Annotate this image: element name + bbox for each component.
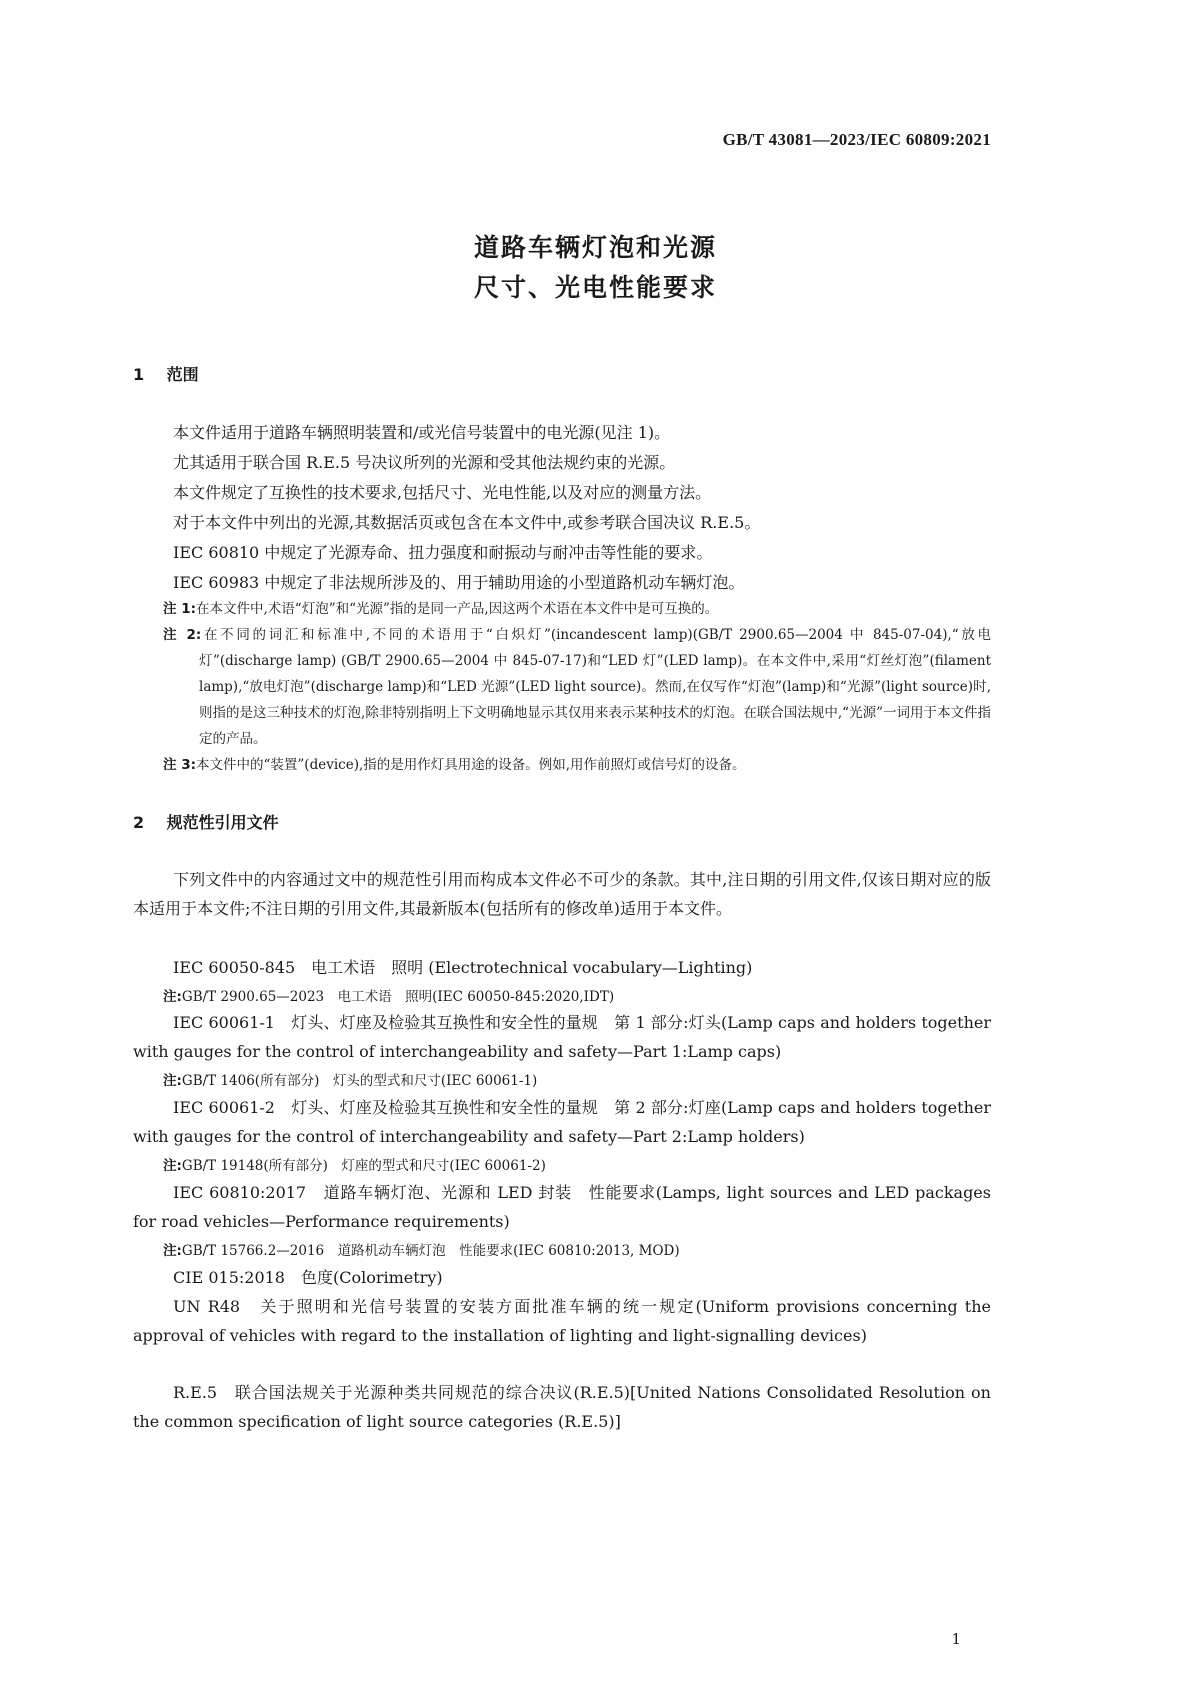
reference-2: IEC 60061-1 灯头、灯座及检验其互换性和安全性的量规 第 1 部分:灯头(Lamp caps and holders together with gauges for the control of interchangeability and safety—Part 1:Lamp caps) [133, 1013, 991, 1061]
reference-6: UN R48 关于照明和光信号装置的安装方面批准车辆的统一规定(Uniform provisions concerning the approval of vehicles with regard to the installation of lighting and light-signalling devices) [133, 1297, 991, 1345]
reference-4: IEC 60810:2017 道路车辆灯泡、光源和 LED 封装 性能要求(Lamps, light sources and LED packages for road vehicles—Performance requirements) [133, 1183, 991, 1231]
note-text: 在不同的词汇和标准中,不同的术语用于“白炽灯”(incandescent lamp)(GB/T 2900.65—2004 中 845-07-04),“放电灯”(discharge lamp) (GB/T 2900.65—2004 中 845-07-17)和“LED 灯”(LED lamp)。在本文件中,采用“灯丝灯泡”(filament lamp),“放电灯泡”(discharge lamp)和“LED 光源”(LED light source)。然而,在仅写作“灯泡”(lamp)和“光源”(light source)时,则指的是这三种技术的灯泡,除非特别指明上下文明确地显示其仅用来表示某种技术的灯泡。在联合国法规中,“光源”一词用于本文件指定的产品。 [199, 627, 992, 747]
note-text: GB/T 19148(所有部分) 灯座的型式和尺寸(IEC 60061-2) [181, 1158, 546, 1174]
note-label: 注: [163, 989, 182, 1005]
section-2-heading [133, 810, 279, 833]
note-text: GB/T 2900.65—2023 电工术语 照明(IEC 60050-845:2020,IDT) [181, 989, 615, 1005]
document-title-line1: 道路车辆灯泡和光源 [473, 233, 717, 262]
note-label: 注 3: [163, 757, 196, 773]
note-label: 注: [163, 1073, 182, 1089]
section-number: 2 [133, 813, 145, 832]
normative-intro: 下列文件中的内容通过文中的规范性引用而构成本文件必不可少的条款。其中,注日期的引用文件,仅该日期对应的版本适用于本文件;不注日期的引用文件,其最新版本(包括所有的修改单)适用于本文件。 [133, 870, 991, 918]
note-text: GB/T 15766.2—2016 道路机动车辆灯泡 性能要求(IEC 60810:2013, MOD) [181, 1243, 680, 1259]
reference-5: CIE 015:2018 色度(Colorimetry) [173, 1268, 443, 1287]
reference-4-note [163, 1238, 991, 1264]
scope-line-6: IEC 60983 中规定了非法规所涉及的、用于辅助用途的小型道路机动车辆灯泡。 [173, 573, 745, 592]
section-title: 范围 [166, 365, 199, 384]
note-label: 注: [163, 1243, 182, 1259]
page-number: 1 [951, 1630, 961, 1648]
document-title-line2: 尺寸、光电性能要求 [473, 273, 717, 302]
scope-line-3: 本文件规定了互换性的技术要求,包括尺寸、光电性能,以及对应的测量方法。 [173, 483, 712, 502]
note-3 [163, 752, 991, 778]
standard-number: GB/T 43081—2023/IEC 60809:2021 [722, 130, 991, 149]
reference-3-note [163, 1153, 991, 1179]
note-2 [163, 622, 991, 752]
section-title: 规范性引用文件 [166, 813, 279, 832]
reference-3: IEC 60061-2 灯头、灯座及检验其互换性和安全性的量规 第 2 部分:灯座(Lamp caps and holders together with gauges for the control of interchangeability and safety—Part 2:Lamp holders) [133, 1098, 991, 1146]
scope-line-1: 本文件适用于道路车辆照明装置和/或光信号装置中的电光源(见注 1)。 [173, 423, 671, 442]
reference-1: IEC 60050-845 电工术语 照明 (Electrotechnical vocabulary—Lighting) [173, 958, 753, 977]
note-text: 在本文件中,术语“灯泡”和“光源”指的是同一产品,因这两个术语在本文件中是可互换的。 [196, 601, 719, 617]
section-1-heading [133, 362, 199, 385]
note-label: 注 1: [163, 601, 196, 617]
section-number: 1 [133, 365, 145, 384]
note-label: 注: [163, 1158, 182, 1174]
reference-2-note [163, 1068, 991, 1094]
scope-line-4: 对于本文件中列出的光源,其数据活页或包含在本文件中,或参考联合国决议 R.E.5。 [173, 513, 761, 532]
note-label: 注 2: [163, 627, 202, 643]
scope-line-5: IEC 60810 中规定了光源寿命、扭力强度和耐振动与耐冲击等性能的要求。 [173, 543, 713, 562]
note-1 [163, 596, 991, 622]
note-text: GB/T 1406(所有部分) 灯头的型式和尺寸(IEC 60061-1) [181, 1073, 538, 1089]
reference-7: R.E.5 联合国法规关于光源种类共同规范的综合决议(R.E.5)[United Nations Consolidated Resolution on the common specification of light source categories (R.E.5)] [133, 1383, 991, 1431]
scope-line-2: 尤其适用于联合国 R.E.5 号决议所列的光源和受其他法规约束的光源。 [173, 453, 676, 472]
reference-1-note [163, 984, 991, 1010]
note-text: 本文件中的“装置”(device),指的是用作灯具用途的设备。例如,用作前照灯或信号灯的设备。 [196, 757, 746, 773]
